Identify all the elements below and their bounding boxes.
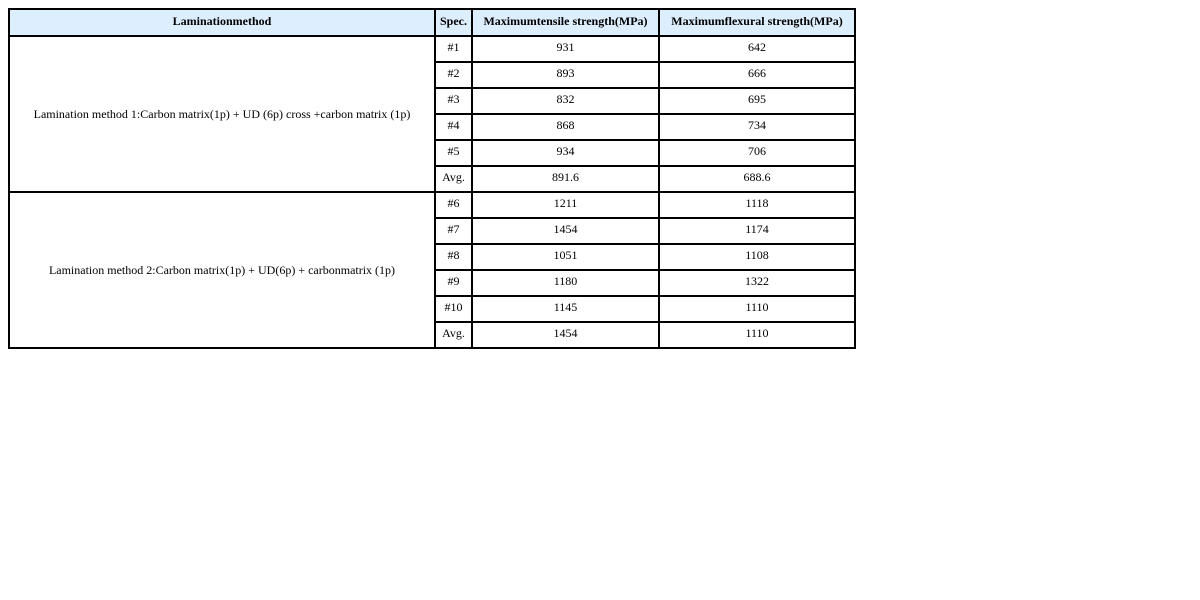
spec-cell: #7 <box>435 218 472 244</box>
spec-cell: #4 <box>435 114 472 140</box>
spec-cell: #1 <box>435 36 472 62</box>
tensile-cell: 1211 <box>472 192 659 218</box>
flexural-cell: 1322 <box>659 270 855 296</box>
spec-cell: #10 <box>435 296 472 322</box>
method-cell: Lamination method 1:Carbon matrix(1p) + UD (6p) cross +carbon matrix (1p) <box>9 36 435 192</box>
header-flexural-strength: Maximumflexural strength(MPa) <box>659 9 855 36</box>
flexural-cell: 1110 <box>659 296 855 322</box>
header-row <box>9 9 855 36</box>
flexural-cell: 688.6 <box>659 166 855 192</box>
flexural-cell: 1108 <box>659 244 855 270</box>
spec-cell: #5 <box>435 140 472 166</box>
flexural-cell: 1174 <box>659 218 855 244</box>
spec-cell: Avg. <box>435 166 472 192</box>
spec-cell: #9 <box>435 270 472 296</box>
flexural-cell: 706 <box>659 140 855 166</box>
flexural-cell: 1110 <box>659 322 855 348</box>
spec-cell: #3 <box>435 88 472 114</box>
spec-cell: #2 <box>435 62 472 88</box>
strength-table <box>8 8 856 349</box>
table-row <box>9 192 855 218</box>
flexural-cell: 666 <box>659 62 855 88</box>
spec-cell: Avg. <box>435 322 472 348</box>
flexural-cell: 734 <box>659 114 855 140</box>
tensile-cell: 1145 <box>472 296 659 322</box>
tensile-cell: 891.6 <box>472 166 659 192</box>
tensile-cell: 868 <box>472 114 659 140</box>
method-cell: Lamination method 2:Carbon matrix(1p) + UD(6p) + carbonmatrix (1p) <box>9 192 435 348</box>
table-row <box>9 36 855 62</box>
header-tensile-strength: Maximumtensile strength(MPa) <box>472 9 659 36</box>
flexural-cell: 642 <box>659 36 855 62</box>
tensile-cell: 832 <box>472 88 659 114</box>
tensile-cell: 1454 <box>472 218 659 244</box>
spec-cell: #8 <box>435 244 472 270</box>
tensile-cell: 1051 <box>472 244 659 270</box>
tensile-cell: 1454 <box>472 322 659 348</box>
spec-cell: #6 <box>435 192 472 218</box>
header-lamination-method: Laminationmethod <box>9 9 435 36</box>
flexural-cell: 695 <box>659 88 855 114</box>
tensile-cell: 934 <box>472 140 659 166</box>
header-spec: Spec. <box>435 9 472 36</box>
tensile-cell: 1180 <box>472 270 659 296</box>
tensile-cell: 931 <box>472 36 659 62</box>
flexural-cell: 1118 <box>659 192 855 218</box>
tensile-cell: 893 <box>472 62 659 88</box>
